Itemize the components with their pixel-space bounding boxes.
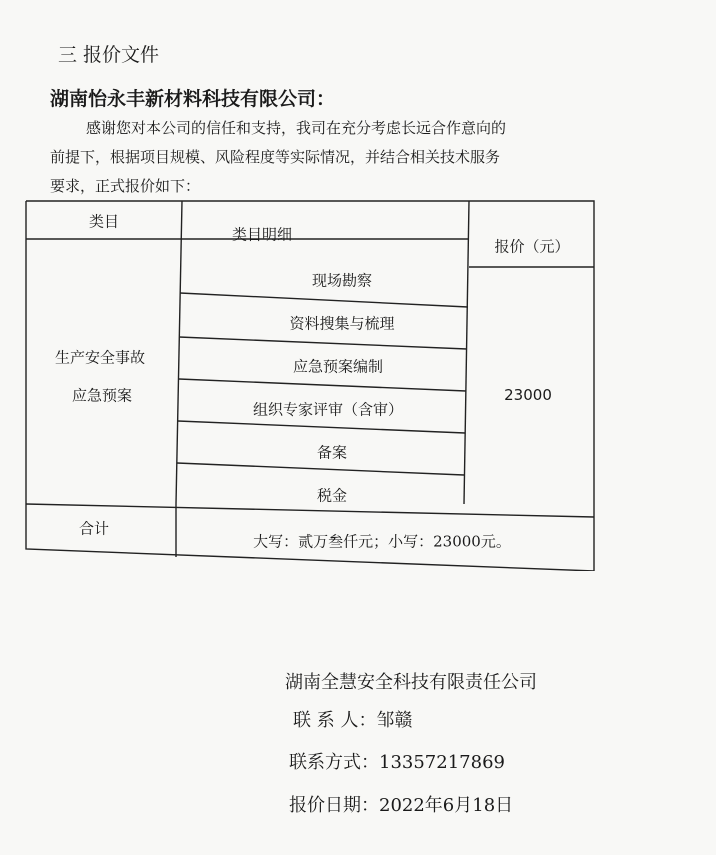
price-value: 23000 (504, 386, 552, 404)
total-row-divider (26, 504, 594, 517)
signature-date: 报价日期：2022年6月18日 (289, 795, 514, 816)
item-3: 应急预案编制 (292, 357, 384, 376)
item-4: 组织专家评审（含审） (252, 400, 404, 419)
intro-line-2: 前提下，根据项目规模、风险程度等实际情况，并结合相关技术服务 (50, 148, 501, 166)
section-title: 三 报价文件 (58, 44, 160, 66)
header-price: 报价（元） (494, 237, 570, 256)
category-name-line-1: 生产安全事故 (54, 348, 146, 367)
item-divider-1 (180, 293, 468, 307)
price-column-divider (464, 201, 469, 504)
item-divider-2 (179, 337, 467, 349)
intro-line-1: 感谢您对本公司的信任和支持，我司在充分考虑长远合作意向的 (86, 119, 507, 137)
signature-company: 湖南全慧安全科技有限责任公司 (285, 672, 537, 693)
signature-contact: 联 系 人：邹赣 (293, 710, 413, 731)
intro-paragraph (50, 114, 610, 201)
header-detail: 类目明细 (231, 225, 293, 244)
category-name-line-2: 应急预案 (71, 386, 133, 405)
total-value: 大写：贰万叁仟元；小写：23000元。 (253, 532, 511, 551)
addressee: 湖南怡永丰新材料科技有限公司： (50, 88, 336, 110)
item-divider-3 (179, 379, 466, 391)
intro-line-3: 要求，正式报价如下： (50, 177, 201, 195)
quote-table (24, 199, 596, 571)
item-5: 备案 (316, 443, 348, 462)
item-divider-5 (177, 463, 464, 475)
signature-phone: 联系方式：13357217869 (289, 752, 505, 773)
item-6: 税金 (316, 486, 348, 505)
total-label: 合计 (78, 519, 110, 538)
header-category: 类目 (88, 212, 120, 231)
item-divider-4 (178, 421, 465, 433)
category-column-divider (176, 201, 182, 504)
item-1: 现场勘察 (311, 271, 373, 290)
item-2: 资料搜集与梳理 (289, 314, 395, 333)
